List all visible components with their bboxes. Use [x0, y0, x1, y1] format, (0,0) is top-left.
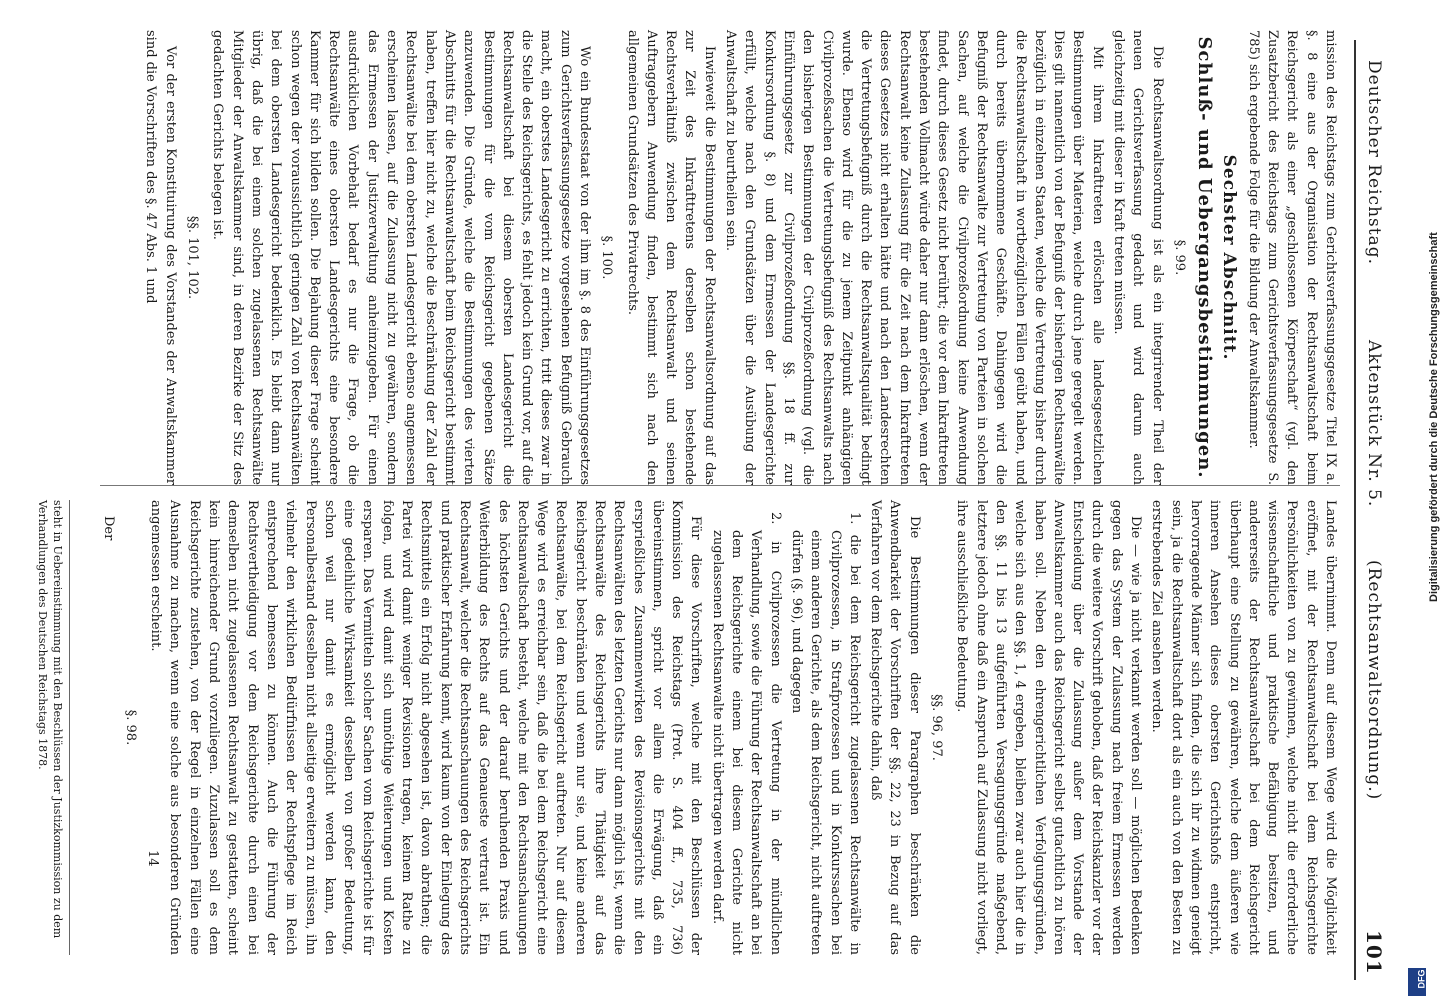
footer-line: steht in Uebereinstimmung mit den Beschlüssen der Justizkommission zu dem Verhandlungen des Deutschen Reichstags 1878.	[35, 500, 70, 955]
signature-number: 14	[145, 850, 160, 867]
paragraph: Vor der ersten Konstituirung des Vorstandes der Anwaltskammer sind die Vorschriften des §. 47 Abs. 1 und	[143, 30, 178, 485]
credit-text: Digitalisierung gefördert durch die Deutsche Forschungsgemeinschaft	[1428, 232, 1440, 602]
paragraph: Inwieweit die Bestimmungen der Rechtsanwaltsordnung auf das zur Zeit des Inkrafttretens derselben schon bestehende Rechtsverhältniß zwischen dem Rechtsanwalt und seinen Auftraggebern Anwendung finden, bestimmt sich nach den allgemeinen Grundsätzen des Privatrechts.	[624, 30, 717, 485]
header-left: Deutscher Reichstag.	[1364, 60, 1384, 265]
paragraph: Die Bestimmungen dieser Paragraphen beschränken die Anwendbarkeit der Vorschriften der §§. 22, 23 in Bezug auf das Verfahren vor dem Reichsgerichte dahin, daß	[868, 500, 922, 955]
list-item: 2. in Civilprozessen die Vertretung in der mündlichen Verhandlung, sowie die Führung der Rechtsanwaltschaft an bei dem Reichsgerichte einem bei diesem Gerichte nicht zugelassenen Rechtsanwalte nicht übertragen werden darf.	[709, 512, 783, 955]
paragraph-number: §. 99.	[1171, 239, 1187, 276]
list-item: 1. die bei dem Reichsgericht zugelassenen Rechtsanwälte in Civilprozessen, in Strafprozessen und in Konkurssachen bei einem anderen Gerichte, als dem Reichsgericht, nicht auftreten dürfen (§. 96), und dagegen	[788, 512, 862, 955]
paragraph: Mit ihrem Inkrafttreten erlöschen alle landesgesetzlichen Bestimmungen über Materien, welche durch jene geregelt werden. Dies gilt namentlich von der Befugniß der bisherigen Rechtsanwälte bezüglich in einzelnen Staaten, welche die Vertretung bisher durch die Rechtsanwaltschaft in wortbezüglichen Fällen geübt haben, und durch bereits übernommene Geschäfte. Dahingegen wird die Befugniß der Rechtsanwalte zur Vertretung von Parteien in solchen Sachen, auf welche die Civilprozeßordnung keine Anwendung findet, durch dieses Gesetz nicht berührt; die vor dem Inkrafttreten bestehenden Vollmacht würde daher nur dann erlöschen, wenn der Rechtsanwalt keine Zulassung für die Zeit nach dem Inkrafttreten dieses Gesetzes nicht erhalten hätte und nach den Landesrechten die Vertretungsbefugniß durch die Rechtsanwaltsqualität bedingt wurde. Ebenso wird für die zu jenem Zeitpunkt anhängigen Civilprozeßsachen die Vertretungsbefugniß des Rechtsanwalts nach den bisherigen Bestimmungen der Civilprozeßordnung (vgl. die Einführungsgesetz zur Civilprozeßordnung §§. 18 ff. zur Konkursordnung §. 8) und dem Ermessen der Landesgerichte erfüllt, welche nach den Grundsätzen über die Ausübung der Anwaltschaft zu beurtheilen sein.	[723, 30, 1105, 485]
paragraph: Für diese Vorschriften, welche mit den Beschlüssen der Kommission des Reichstags (Prot. S. 404 ff., 735, 736) übereinstimmen, spricht vor allem die Erwägung, daß ein ersprießliches Zusammenwirken des Revisionsgerichts mit den Rechtsanwälten des letzten Gerichts nur dann möglich ist, wenn die Rechtsanwälte des Reichsgerichts ihre Thätigkeit auf das Reichsgericht beschränken und wenn nur sie, und keine anderen Rechtsanwälte, bei dem Reichsgericht auftreten. Nur auf diesem Wege wird es erreichbar sein, daß die bei dem Reichsgericht eine Rechtsanwaltschaft besteht, welche mit den Rechtsanschauungen des höchsten Gerichts und der darauf beruhenden Praxis und Weiterbildung des Rechts auf das Genaueste vertraut ist. Ein Rechtsanwalt, welcher die Rechtsanschauungen des Reichsgerichts und praktischer Erfahrung kennt, wird kaum von der Einlegung des Rechtsmittels ein Erfolg nicht abgesehen ist, davon abrathen; die Partei wird damit weniger Revisionen tragen, keinem Rathe zu folgen, und wird damit sich unnöthige Weiterungen und Kosten ersparen. Das Vermitteln solcher Sachen vom Reichsgerichte ist für eine gedeihliche Wirksamkeit desselben von großer Bedeutung, schon weil nur damit es ermöglicht werden kann, den Personalbestand desselben nicht allseitige erweitern zu müssen, ihn vielmehr den wirklichen Bedürfnissen der Rechtspflege im Reich entsprechend bemessen zu können. Auch die Führung der Rechtsvertheidigung vor dem Reichsgerichte durch einen bei demselben nicht zugelassenen Rechtsanwalt zu gestatten, scheint kein hinreichender Grund vorzuliegen. Zuzulassen soll es dem Reichsgerichte zustehen, von der Regel in einzelnen Fällen eine Ausnahme zu machen, wenn eine solche aus besonderen Gründen angemessen erscheint.	[148, 500, 704, 955]
left-text-column	[40, 500, 1340, 955]
logo-text: DFG	[1416, 969, 1427, 989]
paragraph: mission des Reichstags zum Gerichtsverfassungsgesetze Titel IX a. §. 8 eine aus der Organisation der Rechtsanwaltschaft beim Reichsgericht als einer „geschlossenen Körperschaft“ (vgl. den Zusatzbericht des Reichstags zum Gerichtsverfassungsgesetze S. 785) sich ergebende Folge für die Bildung der Anwaltskammer.	[1245, 30, 1338, 485]
section-title: Sechster Abschnitt.	[1218, 154, 1239, 361]
paragraph-number: §. 98.	[122, 709, 138, 746]
running-header	[1354, 40, 1390, 980]
header-center: Aktenstück Nr. 5.	[1364, 340, 1384, 508]
paragraph: Die — wie ja nicht verkannt werden soll — möglichen Bedenken gegen das System der Zulassung nach freiem Ermessen werden durch die weitere Vorschrift gehoben, daß der Reichskanzler vor der Entscheidung über die Zulassung außer dem Vorstande der Anwaltskammer auch das Reichsgericht selbst gutachtlich zu hören haben soll. Neben den ehrengerichtlichen Verfolgungsgründen, welche sich aus den §§. 1, 4 ergeben, bleiben zwar auch hier die in den §§. 11 bis 13 aufgeführten Versagungsgründe maßgebend, letztere jedoch ohne daß ein Anspruch auf Zulassung nicht vorliegt, ihre ausschließliche Bedeutung.	[954, 500, 1144, 955]
right-text-column	[40, 30, 1340, 485]
column-divider	[100, 485, 1340, 486]
paragraph-number: §§. 101, 102.	[185, 215, 201, 300]
section-subtitle: Schluß- und Uebergangsbestimmungen.	[1194, 36, 1216, 479]
digitization-credit-strip	[1404, 0, 1440, 1000]
paragraph: Wo ein Bundesstaat von der ihm im §. 8 des Einführungsgesetzes zum Gerichtsverfassungsgesetze vorgesehenen Befugniß Gebrauch macht, ein oberstes Landesgericht zu errichten, tritt dieses zwar in die Stelle des Reichsgerichts, es fehlt jedoch kein Grund vor, auf die Rechtsanwaltschaft bei diesem obersten Landesgericht die Bestimmungen für die vom Reichsgericht gegebenen Sätze anzuwenden. Die Gründe, welche die Bestimmungen des vierten Abschnitts für die Rechtsanwaltschaft beim Reichsgericht bestimmt haben, treffen hier nicht zu, welche die Beschränkung der Zahl der Rechtsanwälte bei dem obersten Landesgericht ebenso angemessen erscheinen lassen, auf die Zulassung nicht zu gewähren, sondern das Ermessen der Justizverwaltung anheimzugeben. Für einen ausdrücklichen Vorbehalt bedarf es nur die Frage, ob die Rechtsanwälte eines obersten Landesgerichts eine besondere Kammer für sich bilden sollen. Die Bejahung dieser Frage scheint schon wegen der voraussichtlich geringen Zahl von Rechtsanwälten bei dem obersten Landesgericht bedenklich. Es bleibt dann nur übrig, daß die bei einem solchen zugelassenen Rechtsanwälte Mitglieder der Anwaltskammer sind, in deren Bezirke der Sitz des gedachten Gerichts belegen ist.	[210, 30, 593, 485]
paragraph: Landes übernimmt. Denn auf diesem Wege wird die Möglichkeit eröffnet, mit der Rechtsanwaltschaft bei dem Reichsgerichte Persönlichkeiten von zu gewinnen, welche nicht die erforderliche wissenschaftliche und praktische Befähigung besitzen, und andererseits der Rechtsanwaltschaft bei dem Reichsgericht überhaupt eine Stellung zu gewähren, welche dem äußeren wie inneren Ansehen dieses obersten Gerichtshofs entspricht, hervorragende Männer sich finden, die sich ihr zu widmen geneigt sein, ja die Rechtsanwaltschaft dort als ein auch von den Besten zu erstrebendes Ziel ansehen werden.	[1149, 500, 1338, 955]
paragraph: Der	[100, 516, 116, 541]
dfg-logo	[1408, 968, 1426, 996]
page-number: 101	[1362, 930, 1386, 975]
header-right: (Rechtsanwaltsordnung.)	[1364, 560, 1384, 801]
paragraph-number: §. 100.	[599, 235, 615, 280]
paragraph-number: §§. 96, 97.	[929, 694, 945, 761]
paragraph: Die Rechtsanwaltsordnung ist als ein integrirender Theil der neuen Gerichtsverfassung gedacht und wird darum auch gleichzeitig mit dieser in Kraft treten müssen.	[1111, 30, 1165, 485]
